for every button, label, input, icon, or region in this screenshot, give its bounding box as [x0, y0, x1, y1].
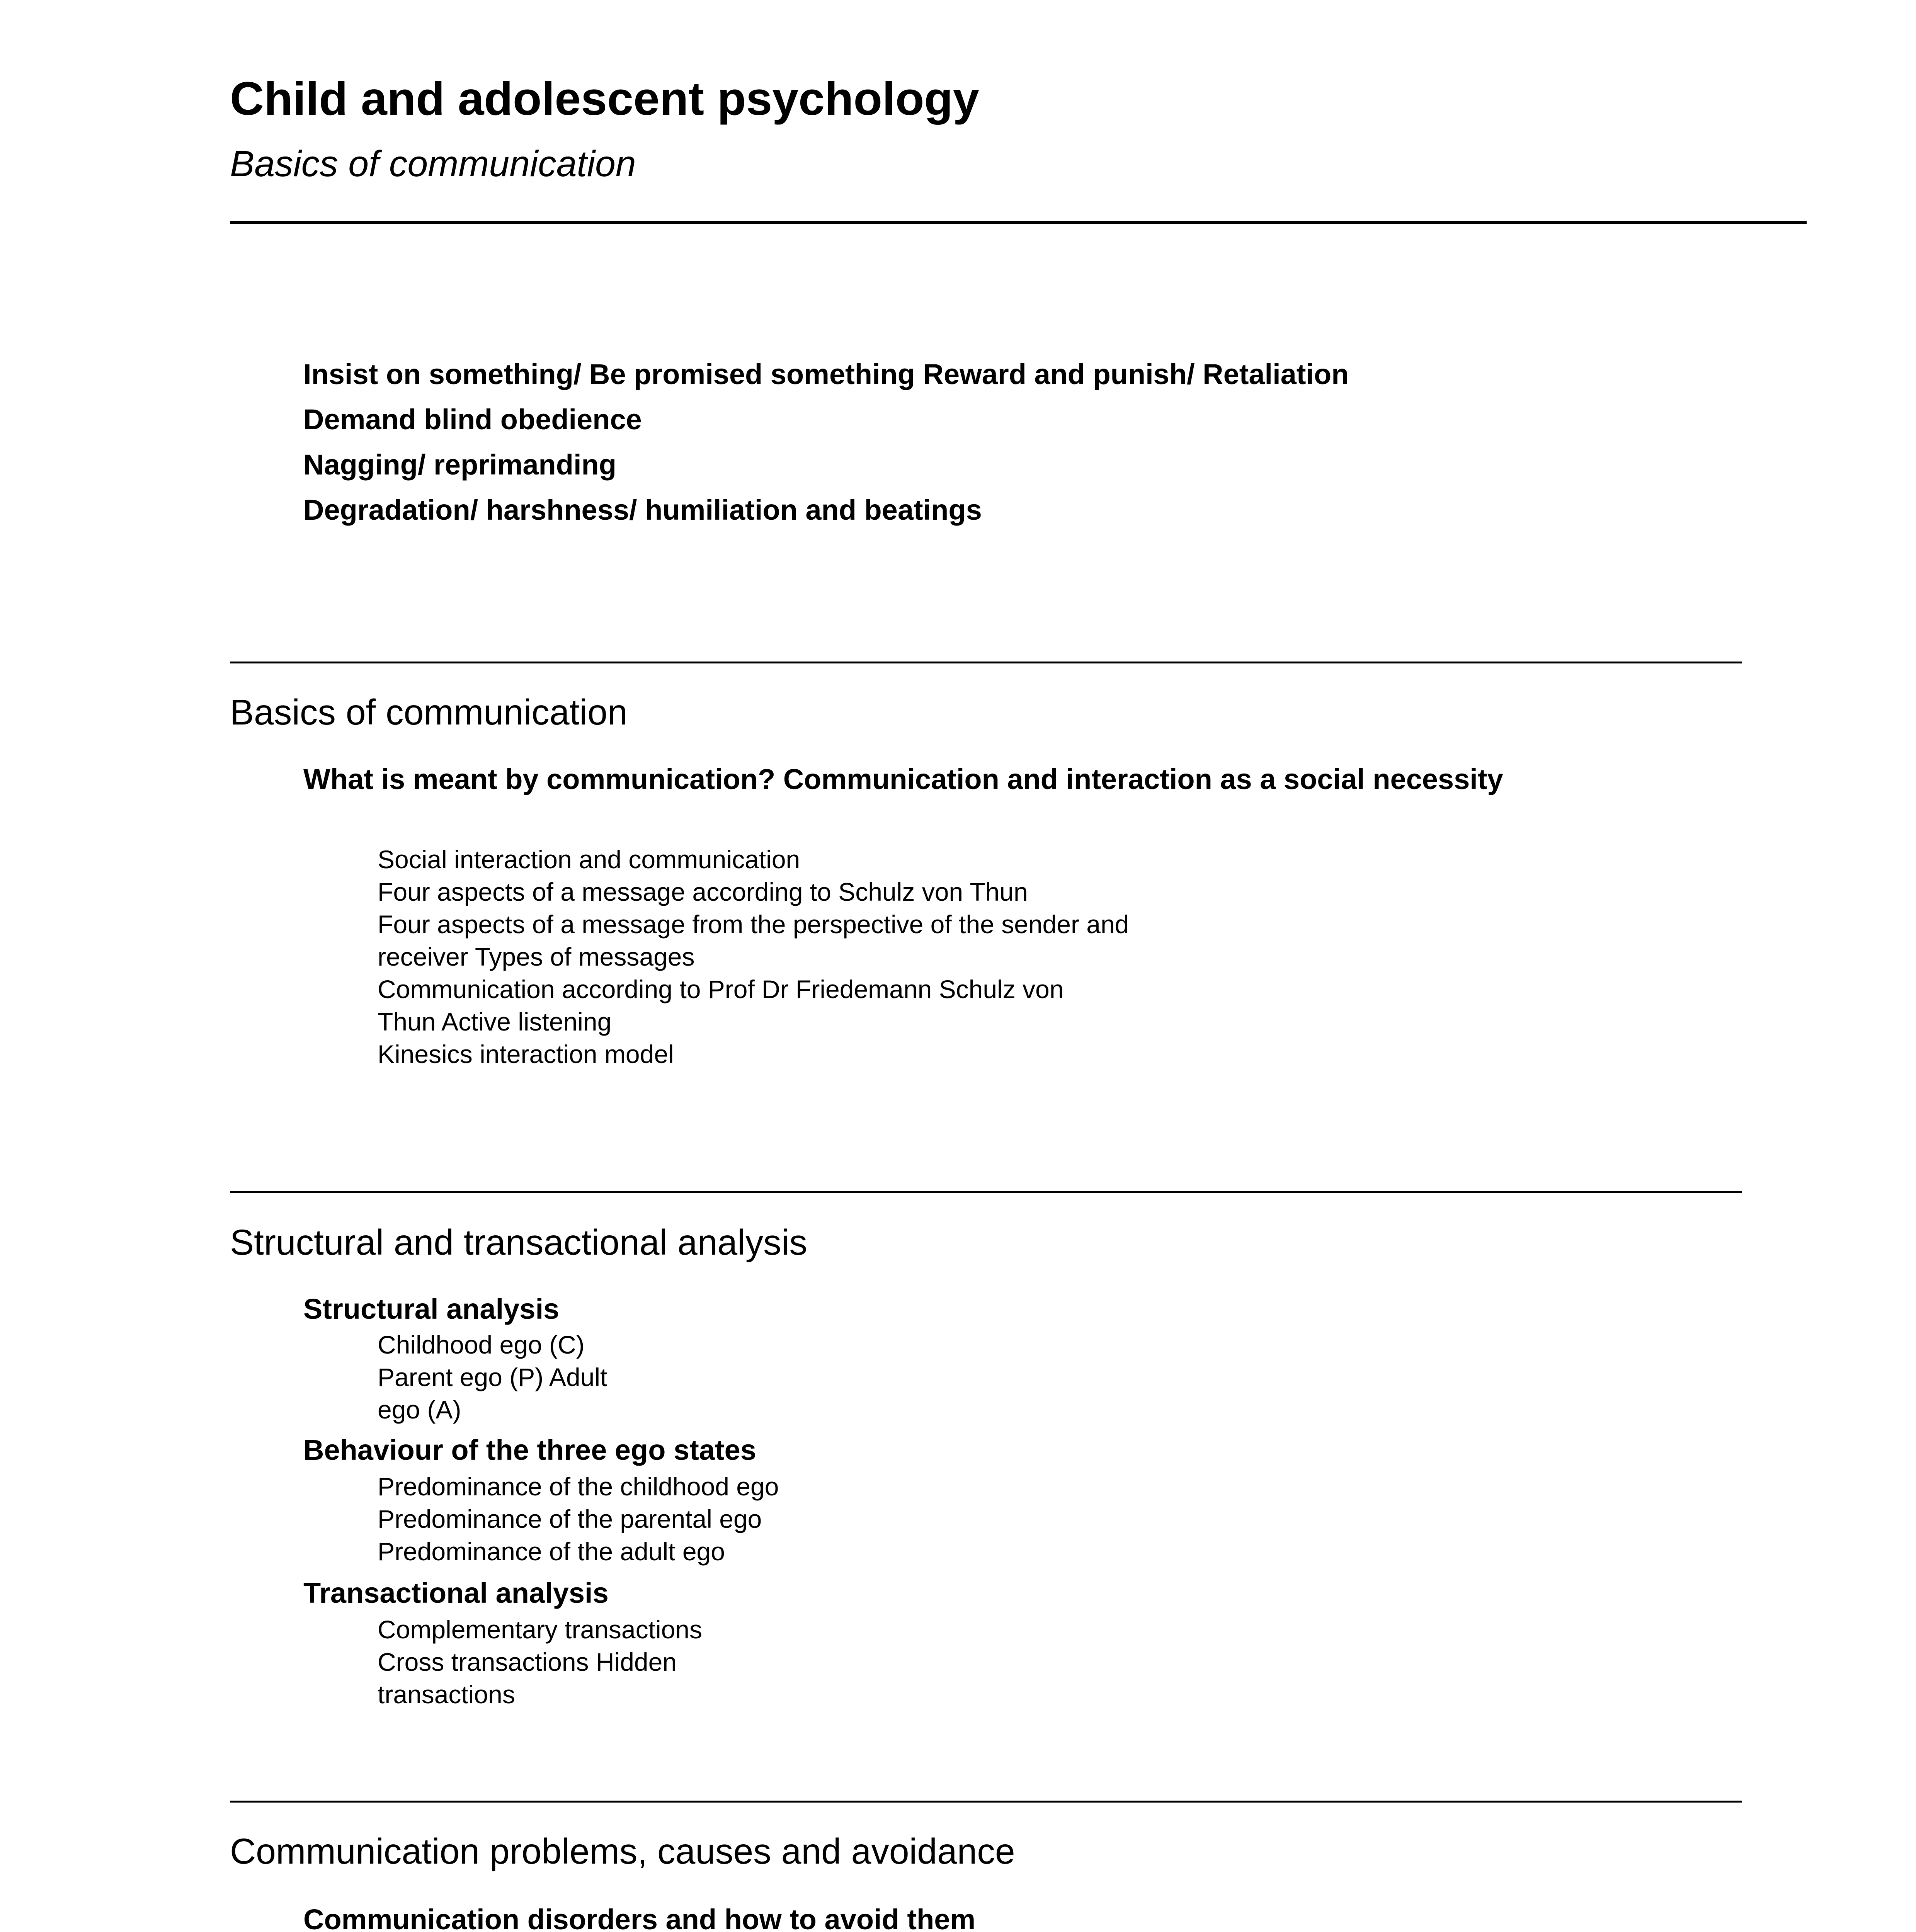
list-item: Childhood ego (C)	[378, 1330, 585, 1359]
intro-item: Nagging/ reprimanding	[303, 449, 616, 481]
topic-list	[378, 843, 1129, 1070]
group-heading: Structural analysis	[303, 1293, 560, 1325]
section-divider	[230, 1191, 1742, 1193]
group-heading: Communication disorders and how to avoid them	[303, 1903, 976, 1932]
list-item: receiver Types of messages	[378, 942, 695, 971]
group-heading: Behaviour of the three ego states	[303, 1434, 756, 1466]
list-item: ego (A)	[378, 1395, 461, 1424]
list-item: Kinesics interaction model	[378, 1040, 674, 1068]
list-item: transactions	[378, 1680, 515, 1709]
document-title: Child and adolescent psychology	[230, 72, 979, 125]
list-item: Parent ego (P) Adult	[378, 1363, 607, 1391]
group-heading: Transactional analysis	[303, 1577, 609, 1609]
topic-list	[378, 1470, 779, 1568]
topic-list	[378, 1328, 607, 1426]
intro-item: Insist on something/ Be promised something Reward and punish/ Retaliation	[303, 358, 1349, 390]
section-divider	[230, 662, 1742, 663]
section-heading-problems: Communication problems, causes and avoidance	[230, 1831, 1015, 1871]
intro-list	[303, 352, 1349, 532]
section-heading-structural: Structural and transactional analysis	[230, 1222, 807, 1262]
list-item: Predominance of the parental ego	[378, 1505, 762, 1533]
intro-item: Demand blind obedience	[303, 403, 642, 435]
section-subheading: What is meant by communication? Communication and interaction as a social necessity	[303, 763, 1503, 795]
list-item: Communication according to Prof Dr Friedemann Schulz von	[378, 975, 1064, 1003]
list-item: Predominance of the adult ego	[378, 1537, 725, 1566]
header-divider	[230, 221, 1807, 224]
list-item: Four aspects of a message from the perspective of the sender and	[378, 910, 1129, 939]
document-subtitle: Basics of communication	[230, 143, 636, 184]
list-item: Four aspects of a message according to Schulz von Thun	[378, 878, 1028, 906]
list-item: Cross transactions Hidden	[378, 1648, 677, 1676]
list-item: Complementary transactions	[378, 1615, 703, 1644]
list-item: Thun Active listening	[378, 1007, 612, 1036]
list-item: Social interaction and communication	[378, 845, 800, 874]
section-heading-basics: Basics of communication	[230, 692, 628, 732]
section-divider	[230, 1801, 1742, 1803]
list-item: Predominance of the childhood ego	[378, 1472, 779, 1501]
intro-item: Degradation/ harshness/ humiliation and beatings	[303, 494, 982, 526]
topic-list	[378, 1613, 702, 1711]
